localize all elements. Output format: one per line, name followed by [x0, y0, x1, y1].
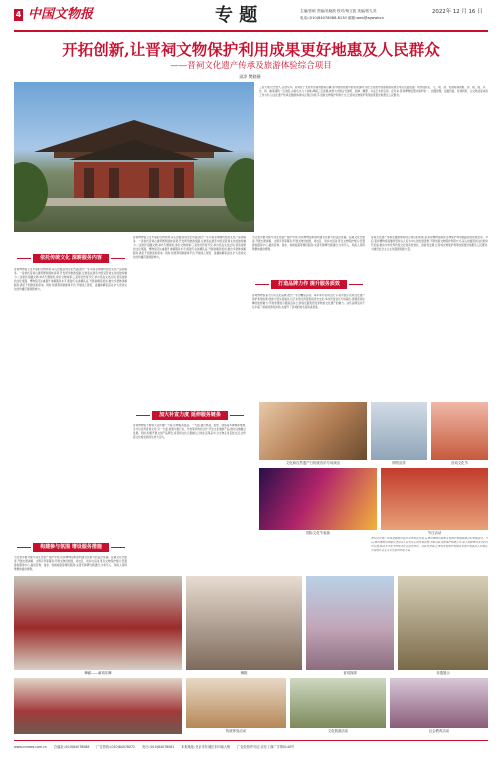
- page-header: [0, 0, 500, 34]
- photo-tour: [290, 678, 386, 728]
- section-1-text: 晋祠博物馆立足丰富的文物资源,深入挖掘晋祠文化内涵,推出一系列具有地域特色的文化产品和服务。一是依托晋祠古建筑群和园林景观,开发研学旅游线路,让游客在游览中感受晋祠文化的独特魅力;二是依托馆藏文物,举办专题展览,讲好文物故事;三是依托传统节庆,举办民俗文化活动,营造浓厚的文化氛围。博物馆还注重提升讲解服务水平,组建专业讲解队伍,开展讲解员培训,推出多语种讲解服务,满足不同游客的需求。同时,积极利用新媒体平台,开展线上展览、直播讲解等活动,扩大晋祠文化的传播范围和影响力。: [14, 268, 127, 291]
- photo-drama: [186, 576, 302, 670]
- caption-5: 节日活动: [427, 531, 442, 535]
- section-title: 专 题: [215, 5, 258, 26]
- column-2-text-top: 晋祠博物馆立足丰富的文物资源,深入挖掘晋祠文化内涵,推出一系列具有地域特色的文化产品和服务。一是依托晋祠古建筑群和园林景观,开发研学旅游线路,让游客在游览中感受晋祠文化的独特魅力;二是依托馆藏文物,举办专题展览,讲好文物故事;三是依托传统节庆,举办民俗文化活动,营造浓厚的文化氛围。博物馆还注重提升讲解服务水平,组建专业讲解队伍,开展讲解员培训,推出多语种讲解服务,满足不同游客的需求。同时,积极利用新媒体平台,开展线上展览、直播讲解等活动,扩大晋祠文化的传播范围和影响力。: [133, 236, 246, 259]
- caption-11: 文化旅游活动: [327, 729, 349, 733]
- footer-address: 本报地址:北京市东城区东四南大街: [181, 745, 231, 749]
- column-4-text: 晋祠文化遗产传承及旅游体验综合项目的实施,是晋祠博物馆探索文物保护利用新路径的积极尝试。今后,晋祠博物馆将继续坚持以人民为中心的发展思想,不断创新文物保护利用方式,深入挖掘晋祠文化的时代价值,推动中华优秀传统文化创造性转化、创新性发展,让晋祠文物保护利用成果更好地惠及人民群众,为建设社会主义文化强国贡献力量。: [371, 236, 488, 251]
- section-heading-1: 依托传统文化 深耕服务内容: [33, 254, 109, 263]
- photo-dance: [14, 576, 182, 670]
- issue-date: 2022年 12 月 16 日: [432, 9, 483, 15]
- photo-heritage: [398, 576, 488, 670]
- column-3-text-top: 为让更多群众参与到文化遗产保护中来,晋祠博物馆积极构建全民参与的良好氛围。招募文化志愿者,开展志愿讲解、文明引导等服务;开展文物进校园、进社区、进乡村活动,普及文物保护知识;设置游客服务中心,提供咨询、寄存、轮椅租借等便民服务;完善无障碍设施建设,为老年人、残疾人等特殊群体提供便利。: [252, 236, 365, 251]
- caption-3: 晋祠文化节: [451, 461, 468, 465]
- footer-phone-3: 发行:(010)84078081: [142, 745, 175, 749]
- footer-site[interactable]: www.ccnews.com.cn: [14, 745, 47, 749]
- temple-illustration: [14, 82, 254, 232]
- footer-phone-2: 广告热线:(010)84078072: [96, 745, 135, 749]
- photo-explore: [306, 576, 394, 670]
- intro-text: 三晋大地,历史悠久,古迹众多。晋祠位于太原市西南郊悬瓮山麓,是中国现存最早的皇家园林,为纪念晋国开国诸侯唐叔虞及母后邑姜而建。祠内现存宋、元、明、清、民国时期的殿、堂、楼、阁、亭、台、桥、榭等建筑一百余座,古树名木九十余株,碑碣三百余通,被誉为中国古代建筑、园林、雕塑、书法艺术的宝库。近年来,晋祠博物馆坚持保护第一、加强管理、挖掘价值、有效利用、让文物活起来的工作方针,以文化遗产传承及旅游体验综合项目为抓手,创新文物保护利用方式,让晋祠文物保护利用成果更好地惠及人民群众。: [259, 86, 488, 97]
- photo-education: [390, 678, 488, 728]
- caption-2: 网络宣传: [392, 461, 406, 465]
- photo-holiday: [381, 468, 488, 530]
- footer-license: 广告经营许可证:京东工商广字第0140号: [237, 745, 295, 749]
- caption-9: 非遗展示: [436, 671, 450, 675]
- section-3-text: 晋祠博物馆着力打造文化品牌,推出一系列精品活动。每年举办晋祠文化节,集中展示晋祠文化遗产保护利用成果;创排大型实景演出,以艺术形式再现晋祠历史文化;举办传统音乐专场演出,展现晋祠乐舞的独特魅力;开展非遗展示展演活动,让游客近距离感受非物质文化遗产的魅力。这些品牌活动不仅丰富了游客的游览体验,也提升了晋祠的知名度和美誉度。: [252, 294, 365, 309]
- photo-costume: [14, 678, 182, 734]
- newspaper-logo: 中国文物报: [28, 7, 94, 22]
- photo-online: [371, 402, 427, 460]
- footer-rule: [14, 740, 488, 741]
- caption-12: 社会教育活动: [428, 729, 450, 733]
- caption-7: 舞剧: [240, 671, 248, 675]
- header-rule: [14, 30, 488, 32]
- section-heading-4: 加大补宣力度 延伸服务链条: [152, 411, 228, 420]
- caption-1: 文化和自然遗产日传统音乐专场演出: [285, 461, 341, 465]
- footer-phone-1: 总编室:(010)84078088: [53, 745, 90, 749]
- right-text-block: 晋祠文化遗产传承及旅游体验综合项目的实施,是晋祠博物馆探索文物保护利用新路径的积极尝试。今后,晋祠博物馆将继续坚持以人民为中心的发展思想,不断创新文物保护利用方式,深入挖掘晋祠文化的时代价值,推动中华优秀传统文化创造性转化、创新性发展,让晋祠文物保护利用成果更好地惠及人民群众,为建设社会主义文化强国贡献力量。: [371, 537, 488, 552]
- editor-line: 主编/张硕 责编/吴晓波 校对/杨文凯 美编/张九英: [300, 9, 377, 13]
- footer: [14, 743, 488, 751]
- section-heading-2: 构建参与氛围 增设服务措施: [33, 543, 109, 552]
- caption-10: 传统体验活动: [225, 729, 247, 733]
- photo-performance: [259, 402, 367, 460]
- section-2-text: 为让更多群众参与到文化遗产保护中来,晋祠博物馆积极构建全民参与的良好氛围。招募文化志愿者,开展志愿讲解、文明引导等服务;开展文物进校园、进社区、进乡村活动,普及文物保护知识;设置游客服务中心,提供咨询、寄存、轮椅租借等便民服务;完善无障碍设施建设,为老年人、残疾人等特殊群体提供便利。: [14, 556, 127, 571]
- headline: 开拓创新,让晋祠文物保护利用成果更好地惠及人民群众: [62, 40, 440, 59]
- photo-festival: [431, 402, 488, 460]
- section-4-text: 晋祠博物馆不断加大宣传推广力度,延伸服务链条。一方面,通过电视、报纸、网络等多种媒体渠道,全方位宣传晋祠文化;另一方面,加强与旅行社、学校等机构的合作,开发文化旅游产品,推动文旅融合发展。同时,积极开展文创产品研发,将晋祠文化元素融入日常生活用品中,让文物走进百姓生活,让传统文化焕发新的生机与活力。: [133, 424, 246, 439]
- phone-line: 电话:(010)84078088-8130 邮箱:web@zgwwbcn: [300, 16, 384, 20]
- section-heading-3: 打造品牌力作 提升服务质效: [271, 280, 347, 289]
- byline: 邱淳 樊晓静: [239, 74, 261, 79]
- caption-4: 国际文化节表演: [306, 531, 330, 535]
- subheadline: ——晋祠文化遗产传承及旅游体验综合项目: [170, 61, 332, 71]
- page-number-box: 4: [15, 10, 22, 19]
- caption-6: 舞蹈——童祠乐舞: [84, 671, 112, 675]
- caption-8: 晋祠探源: [343, 671, 357, 675]
- hero-photo: [14, 82, 254, 232]
- photo-children: [186, 678, 286, 728]
- photo-stage: [259, 468, 377, 530]
